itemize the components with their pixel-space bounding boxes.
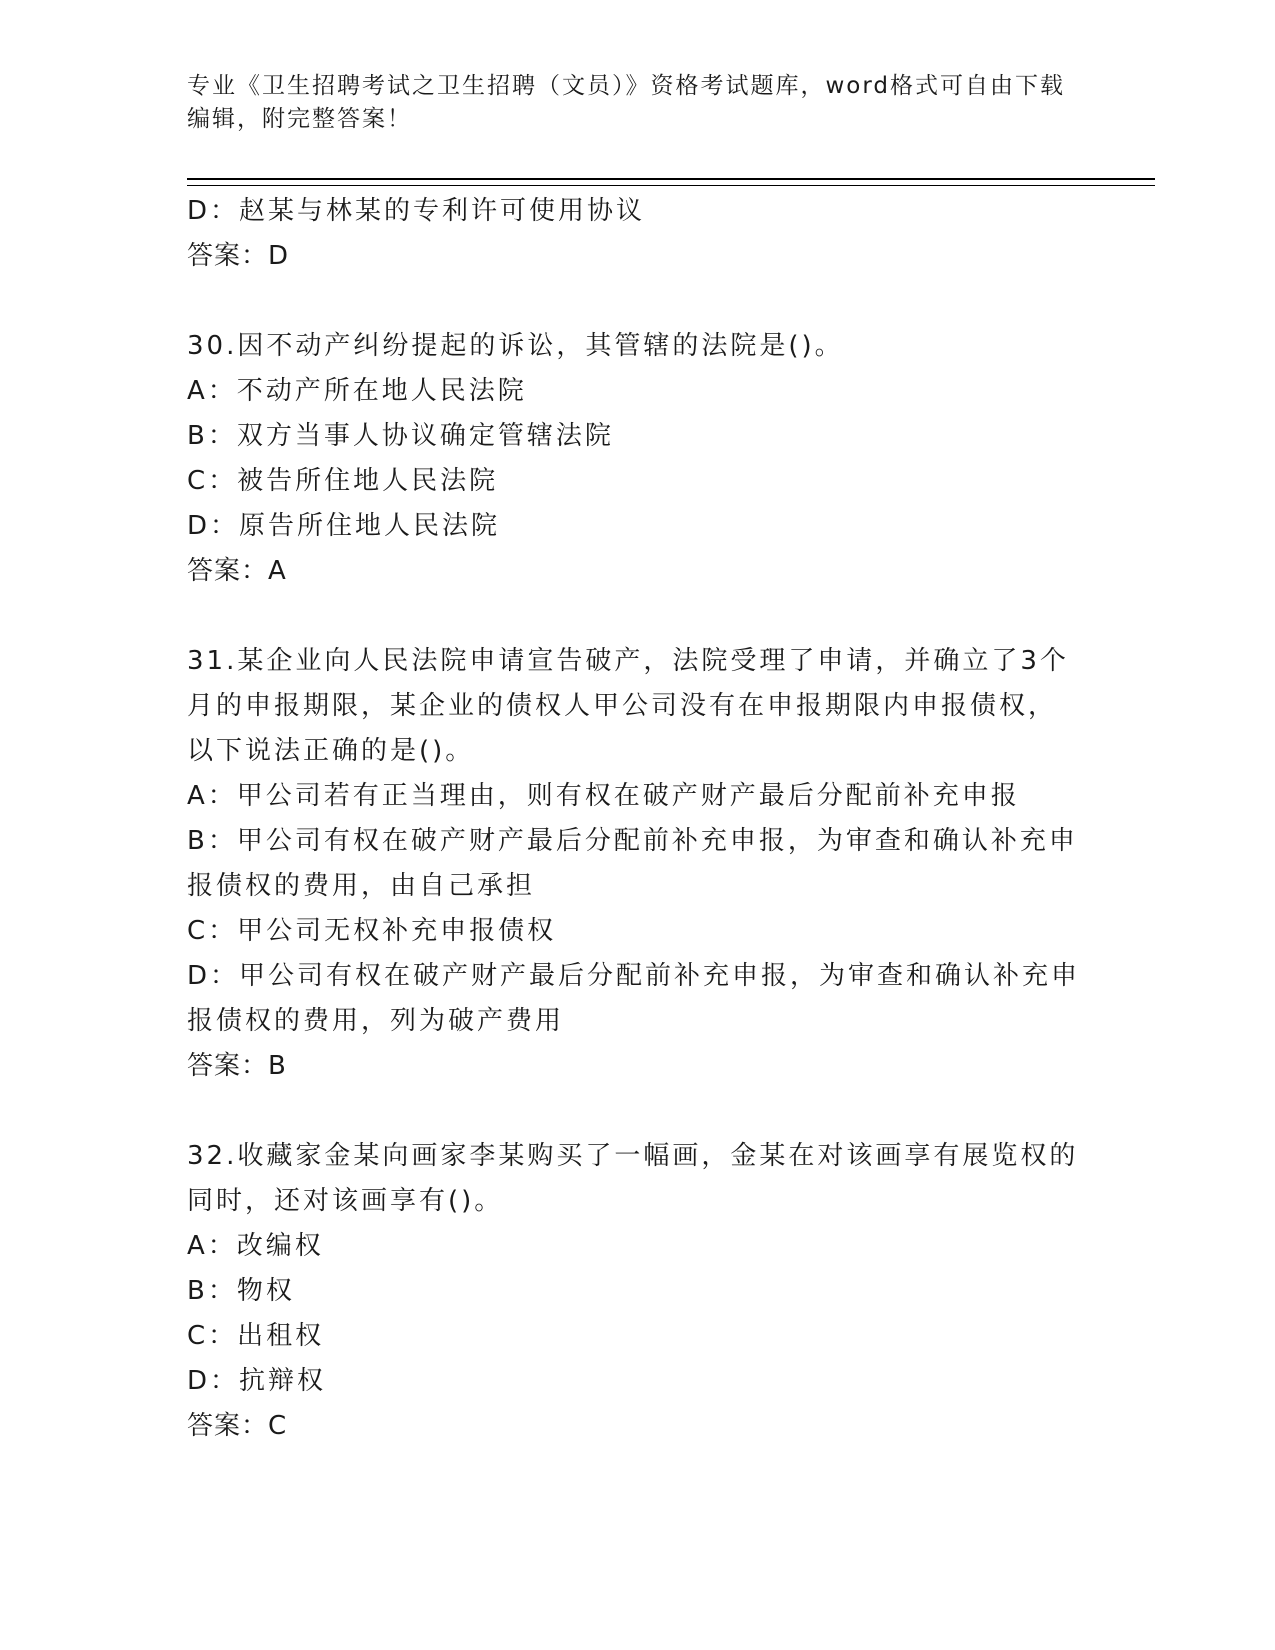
option-d: D：原告所住地人民法院 bbox=[187, 511, 501, 541]
answer-line: 答案：C bbox=[187, 1411, 288, 1441]
question-30 bbox=[187, 324, 1087, 594]
option-b-continued: 报债权的费用，由自己承担 bbox=[187, 871, 536, 901]
option-c: C：甲公司无权补充申报债权 bbox=[187, 916, 557, 946]
document-body bbox=[187, 189, 1087, 1449]
question-stem: 30.因不动产纠纷提起的诉讼，其管辖的法院是()。 bbox=[187, 331, 844, 361]
previous-question-tail bbox=[187, 189, 1087, 279]
option-c: C：被告所住地人民法院 bbox=[187, 466, 499, 496]
option-a: A：不动产所在地人民法院 bbox=[187, 376, 527, 406]
question-stem: 31.某企业向人民法院申请宣告破产，法院受理了申请，并确立了3个 bbox=[187, 646, 1069, 676]
question-stem: 以下说法正确的是()。 bbox=[187, 736, 475, 766]
header-divider bbox=[187, 178, 1155, 186]
option-b: B：甲公司有权在破产财产最后分配前补充申报，为审查和确认补充申 bbox=[187, 826, 1078, 856]
answer-line: 答案：D bbox=[187, 241, 290, 271]
page-header bbox=[187, 70, 1067, 136]
question-32 bbox=[187, 1134, 1087, 1449]
option-b: B：物权 bbox=[187, 1276, 295, 1306]
option-c: C：出租权 bbox=[187, 1321, 325, 1351]
question-stem: 同时，还对该画享有()。 bbox=[187, 1186, 504, 1216]
option-d: D：甲公司有权在破产财产最后分配前补充申报，为审查和确认补充申 bbox=[187, 961, 1081, 991]
option-d: D：抗辩权 bbox=[187, 1366, 327, 1396]
option-b: B：双方当事人协议确定管辖法院 bbox=[187, 421, 614, 451]
option-a: A：改编权 bbox=[187, 1231, 324, 1261]
spacer bbox=[187, 1089, 1087, 1134]
header-line-2: 编辑，附完整答案！ bbox=[187, 106, 412, 132]
header-line-1: 专业《卫生招聘考试之卫生招聘（文员）》资格考试题库，word格式可自由下载 bbox=[187, 73, 1066, 99]
answer-line: 答案：B bbox=[187, 1051, 287, 1081]
spacer bbox=[187, 594, 1087, 639]
question-31 bbox=[187, 639, 1087, 1089]
question-stem: 32.收藏家金某向画家李某购买了一幅画，金某在对该画享有展览权的 bbox=[187, 1141, 1079, 1171]
spacer bbox=[187, 279, 1087, 324]
answer-line: 答案：A bbox=[187, 556, 287, 586]
option-a: A：甲公司若有正当理由，则有权在破产财产最后分配前补充申报 bbox=[187, 781, 1020, 811]
question-stem: 月的申报期限，某企业的债权人甲公司没有在申报期限内申报债权， bbox=[187, 691, 1058, 721]
option-d: D：赵某与林某的专利许可使用协议 bbox=[187, 196, 646, 226]
option-d-continued: 报债权的费用，列为破产费用 bbox=[187, 1006, 565, 1036]
